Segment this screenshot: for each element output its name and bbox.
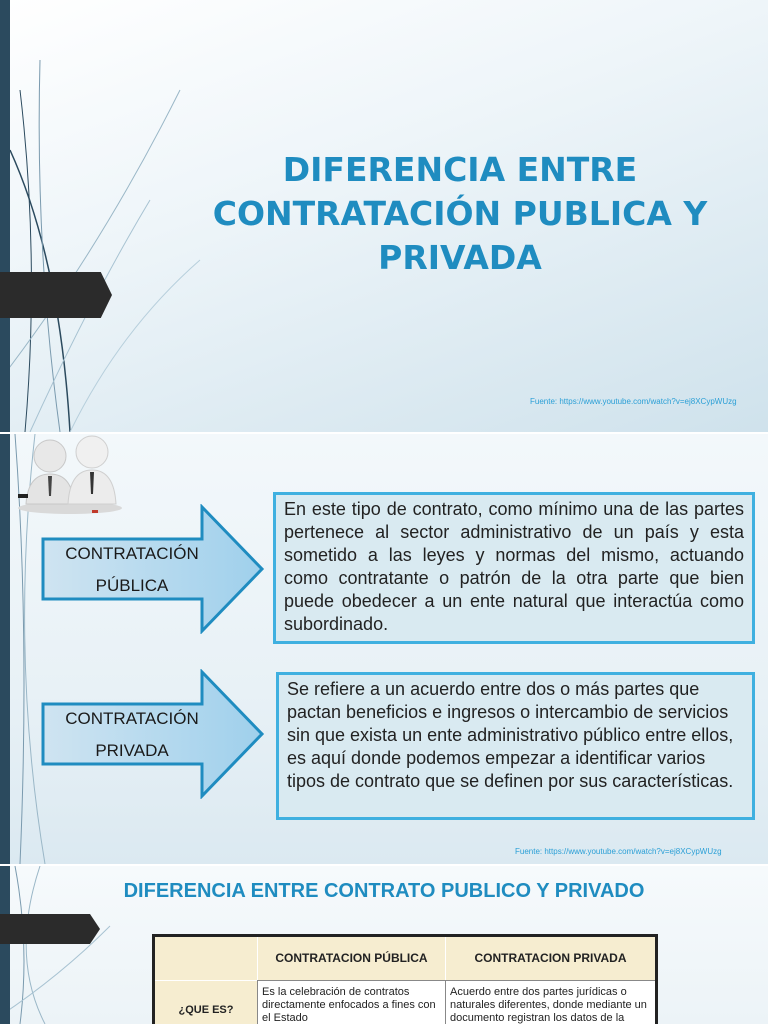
dark-tab-marker — [0, 272, 112, 318]
left-accent-bar — [0, 0, 10, 432]
comparison-table — [152, 934, 658, 1024]
business-people-illustration — [12, 434, 127, 514]
arrow-label-privada — [62, 703, 202, 767]
table-cell-privada: Acuerdo entre dos partes jurídicas o naturales diferentes, donde mediante un documento registran los datos de la — [445, 980, 655, 1024]
slide-definitions — [0, 434, 768, 864]
slide-title-text — [190, 148, 730, 280]
comparison-title: DIFERENCIA ENTRE CONTRATO PUBLICO Y PRIVADO — [123, 880, 645, 902]
label-line: CONTRATACIÓN — [65, 544, 199, 563]
title-line-1: DIFERENCIA ENTRE — [282, 150, 638, 189]
label-line: CONTRATACIÓN — [65, 709, 199, 728]
table-header-publica: CONTRATACION PÚBLICA — [257, 937, 445, 980]
source-link[interactable]: Fuente: https://www.youtube.com/watch?v=ej8XCypWUzg — [515, 847, 722, 856]
title-line-2: CONTRATACIÓN PUBLICA Y — [212, 194, 708, 233]
title-line-3: PRIVADA — [378, 238, 542, 277]
arrow-label-publica — [62, 538, 202, 602]
dark-tab-marker — [0, 914, 100, 944]
table-row-label: ¿QUE ES? — [155, 980, 257, 1024]
table-cell-publica: Es la celebración de contratos directamente enfocados a fines con el Estado — [257, 980, 445, 1024]
definition-box-publica: En este tipo de contrato, como mínimo una de las partes pertenece al sector administrativo de un país y esta sometido a las leyes y normas del mismo, actuando como contratante o patrón de la otra parte que bien puede obedecer a un ente natural que interactúa como subordinado. — [273, 492, 755, 644]
label-line: PRIVADA — [95, 741, 169, 760]
label-line: PÚBLICA — [95, 576, 169, 595]
definition-box-privada: Se refiere a un acuerdo entre dos o más partes que pactan beneficios e ingresos o intercambio de servicios sin que exista un ente administrativo público entre ellos, es aquí donde podemos empezar a identificar varios tipos de contrato que se definen por sus características. — [276, 672, 755, 820]
source-link[interactable]: Fuente: https://www.youtube.com/watch?v=ej8XCypWUzg — [530, 397, 737, 406]
table-header-privada: CONTRATACION PRIVADA — [445, 937, 655, 980]
slide-title — [0, 0, 768, 432]
slide-comparison — [0, 866, 768, 1024]
